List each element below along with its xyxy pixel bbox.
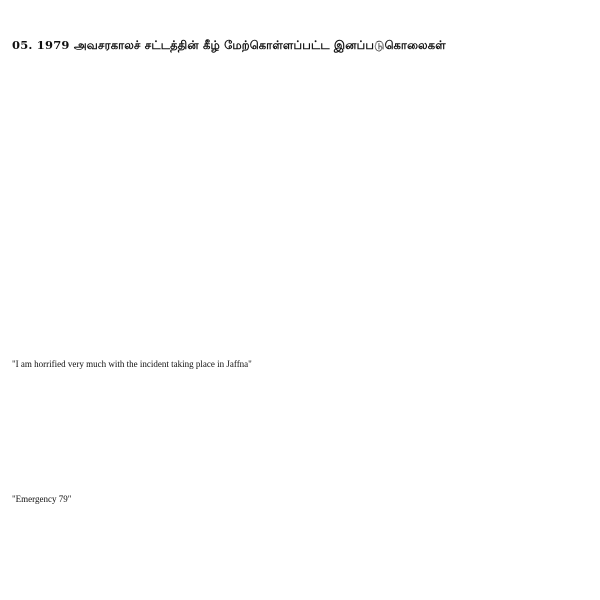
paragraph-4	[12, 493, 588, 600]
paragraph-1	[12, 57, 588, 219]
paragraph-3	[12, 358, 588, 484]
paragraph-2	[12, 238, 588, 346]
paragraph-continued	[12, 0, 588, 27]
report-title: "Emergency 79"	[12, 494, 72, 504]
document-page	[12, 0, 588, 600]
english-quote: "I am horrified very much with the incident taking place in Jaffna"	[12, 359, 252, 369]
section-heading: 05. 1979 அவசரகாலச் சட்டத்தின் கீழ் மேற்கொள்ளப்பட்ட இனப்படுகொலைகள்	[12, 38, 446, 52]
